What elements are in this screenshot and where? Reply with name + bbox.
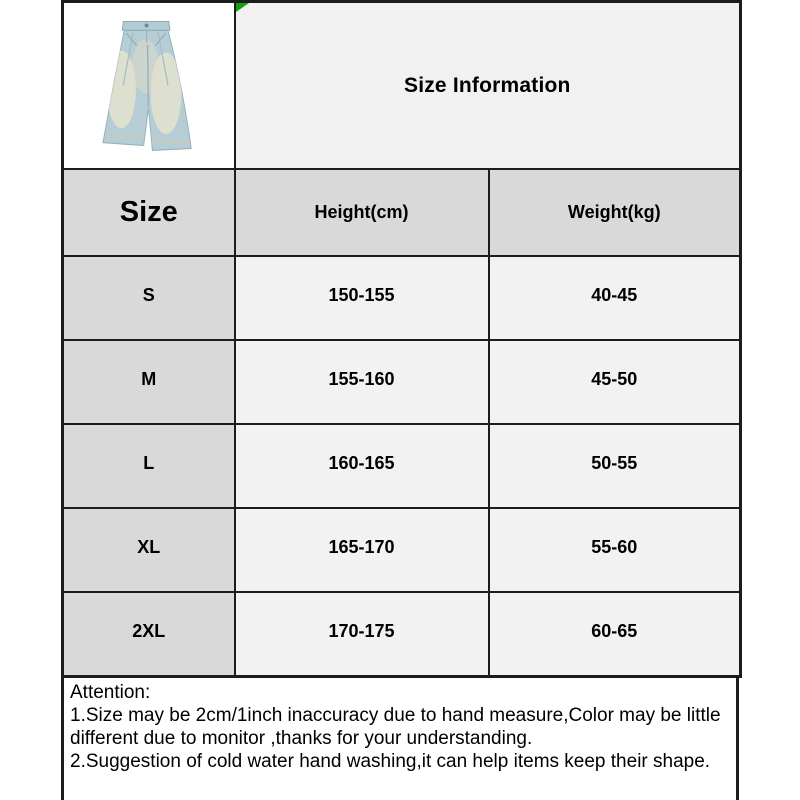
weight-value: 60-65 [489, 592, 741, 677]
height-value: 150-155 [235, 256, 489, 340]
size-table-row [63, 508, 741, 592]
size-chart-sheet [61, 0, 739, 800]
size-information-header-cell [235, 2, 741, 170]
size-table-row [63, 424, 741, 508]
size-table-row [63, 340, 741, 424]
column-header-height: Height(cm) [235, 169, 489, 256]
size-label: M [63, 340, 235, 424]
size-table [61, 0, 742, 678]
attention-box [61, 678, 739, 800]
column-header-row [63, 169, 741, 256]
height-value: 155-160 [235, 340, 489, 424]
size-label: L [63, 424, 235, 508]
weight-value: 55-60 [489, 508, 741, 592]
attention-note-2: 2.Suggestion of cold water hand washing,it can help items keep their shape. [70, 751, 711, 772]
attention-title: Attention: [70, 682, 151, 703]
weight-value: 45-50 [489, 340, 741, 424]
column-header-size: Size [63, 169, 235, 256]
height-value: 170-175 [235, 592, 489, 677]
wide-leg-jeans-image [65, 6, 233, 166]
size-label: XL [63, 508, 235, 592]
product-image-cell [63, 2, 235, 170]
size-table-row [63, 592, 741, 677]
height-value: 165-170 [235, 508, 489, 592]
attention-note-1: 1.Size may be 2cm/1inch inaccuracy due to hand measure,Color may be little different due to monitor ,thanks for your understanding. [70, 705, 721, 749]
size-information-title: Size Information [403, 73, 571, 97]
weight-value: 50-55 [489, 424, 741, 508]
weight-value: 40-45 [489, 256, 741, 340]
green-corner-marker-icon [236, 3, 249, 12]
height-value: 160-165 [235, 424, 489, 508]
size-label: S [63, 256, 235, 340]
size-table-body [63, 256, 741, 677]
size-table-row [63, 256, 741, 340]
top-row [63, 2, 741, 170]
size-label: 2XL [63, 592, 235, 677]
column-header-weight: Weight(kg) [489, 169, 741, 256]
